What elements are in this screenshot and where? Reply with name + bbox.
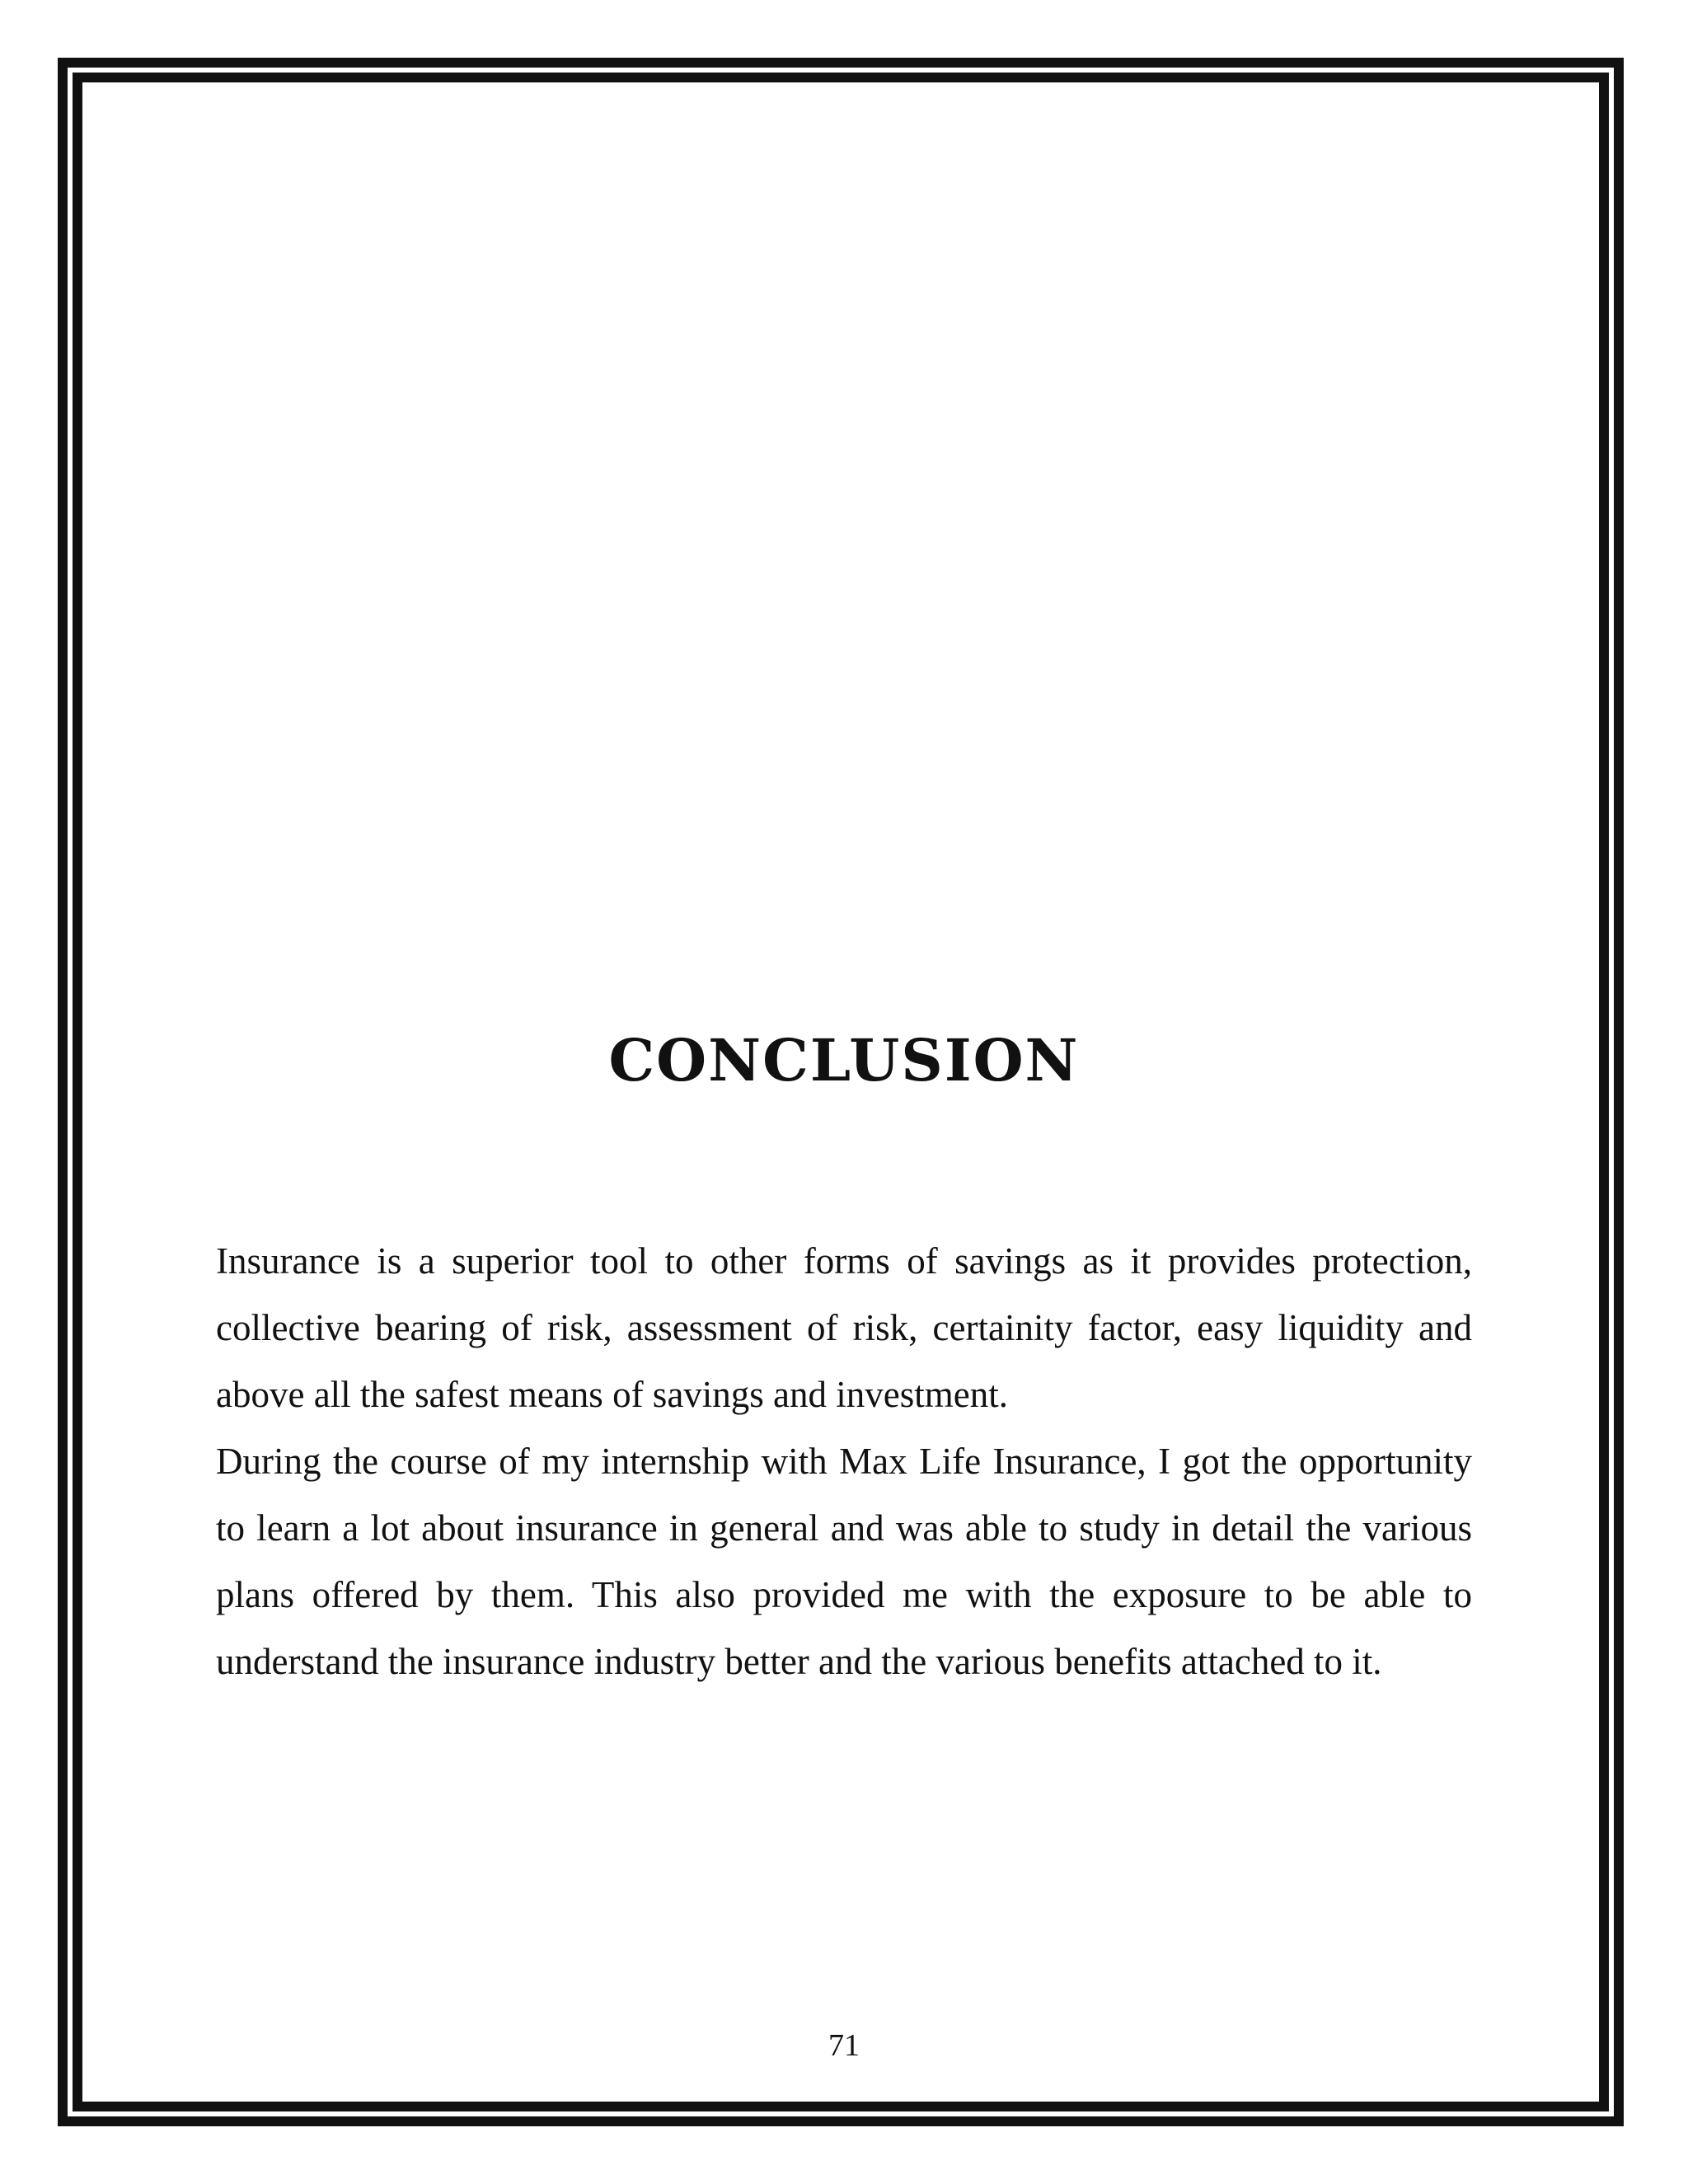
paragraph-2: During the course of my internship with Max Life Insurance, I got the opportunity to learn a lot about insurance in general and was able to study in detail the various plans offered by them. This also provided me with the exposure to be able to understand the insurance industry better and the various benefits attached to it. xyxy=(216,1441,1472,1682)
page-title: CONCLUSION xyxy=(608,1026,1080,1094)
body-text xyxy=(216,1228,1472,1695)
page-number: 71 xyxy=(828,2028,860,2063)
paragraph-1: Insurance is a superior tool to other forms of savings as it provides protection, collective bearing of risk, assessment of risk, certainity factor, easy liquidity and above all the safest means of savings and investment. xyxy=(216,1240,1472,1415)
